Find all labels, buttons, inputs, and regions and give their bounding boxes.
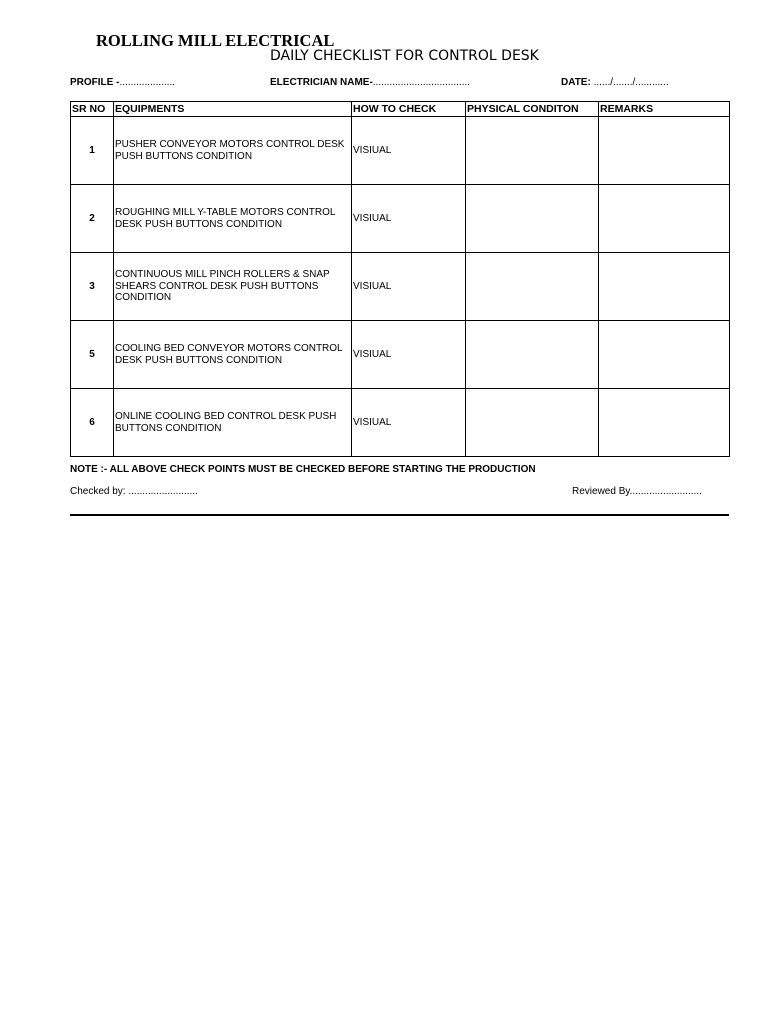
equipment-cell: PUSHER CONVEYOR MOTORS CONTROL DESK PUSH BUTTONS CONDITION — [114, 117, 352, 185]
sr-no-cell: 2 — [71, 185, 114, 253]
how-to-check-cell: VISIUAL — [352, 321, 466, 389]
table-header-row — [71, 102, 730, 117]
electrician-name-value: ................................... — [372, 77, 471, 88]
equipment-cell: CONTINUOUS MILL PINCH ROLLERS & SNAP SHEARS CONTROL DESK PUSH BUTTONS CONDITION — [114, 253, 352, 321]
how-to-check-cell: VISIUAL — [352, 117, 466, 185]
remarks-cell[interactable] — [599, 321, 730, 389]
table-row — [71, 389, 730, 457]
remarks-cell[interactable] — [599, 253, 730, 321]
column-header-equipments: EQUIPMENTS — [114, 102, 352, 117]
table-row — [71, 117, 730, 185]
equipment-cell: COOLING BED CONVEYOR MOTORS CONTROL DESK PUSH BUTTONS CONDITION — [114, 321, 352, 389]
remarks-cell[interactable] — [599, 117, 730, 185]
equipment-cell: ONLINE COOLING BED CONTROL DESK PUSH BUTTONS CONDITION — [114, 389, 352, 457]
date-label: DATE: — [561, 77, 591, 88]
checklist-table — [70, 101, 730, 457]
production-note: NOTE :- ALL ABOVE CHECK POINTS MUST BE CHECKED BEFORE STARTING THE PRODUCTION — [70, 464, 536, 475]
table-row — [71, 253, 730, 321]
profile-field — [70, 77, 175, 88]
document-title: DAILY CHECKLIST FOR CONTROL DESK — [270, 48, 539, 64]
column-header-physical-condition: PHYSICAL CONDITON — [466, 102, 599, 117]
physical-condition-cell[interactable] — [466, 389, 599, 457]
column-header-sr-no: SR NO — [71, 102, 114, 117]
how-to-check-cell: VISIUAL — [352, 253, 466, 321]
reviewed-by-signature: Reviewed By.......................... — [572, 486, 702, 497]
equipment-cell: ROUGHING MILL Y-TABLE MOTORS CONTROL DESK PUSH BUTTONS CONDITION — [114, 185, 352, 253]
column-header-how-to-check: HOW TO CHECK — [352, 102, 466, 117]
sr-no-cell: 1 — [71, 117, 114, 185]
physical-condition-cell[interactable] — [466, 185, 599, 253]
remarks-cell[interactable] — [599, 389, 730, 457]
table-row — [71, 185, 730, 253]
profile-label: PROFILE - — [70, 77, 120, 88]
physical-condition-cell[interactable] — [466, 321, 599, 389]
date-field — [561, 77, 669, 88]
sr-no-cell: 5 — [71, 321, 114, 389]
how-to-check-cell: VISIUAL — [352, 389, 466, 457]
sr-no-cell: 6 — [71, 389, 114, 457]
checked-by-signature: Checked by: ......................... — [70, 486, 198, 497]
physical-condition-cell[interactable] — [466, 253, 599, 321]
company-name: ROLLING MILL ELECTRICAL — [96, 31, 335, 50]
physical-condition-cell[interactable] — [466, 117, 599, 185]
electrician-name-label: ELECTRICIAN NAME- — [270, 77, 373, 88]
electrician-name-field — [270, 77, 470, 88]
bottom-divider — [70, 514, 729, 516]
profile-value: .................... — [119, 77, 176, 88]
how-to-check-cell: VISIUAL — [352, 185, 466, 253]
remarks-cell[interactable] — [599, 185, 730, 253]
sr-no-cell: 3 — [71, 253, 114, 321]
date-value: ....../......./............ — [593, 77, 669, 88]
table-row — [71, 321, 730, 389]
column-header-remarks: REMARKS — [599, 102, 730, 117]
